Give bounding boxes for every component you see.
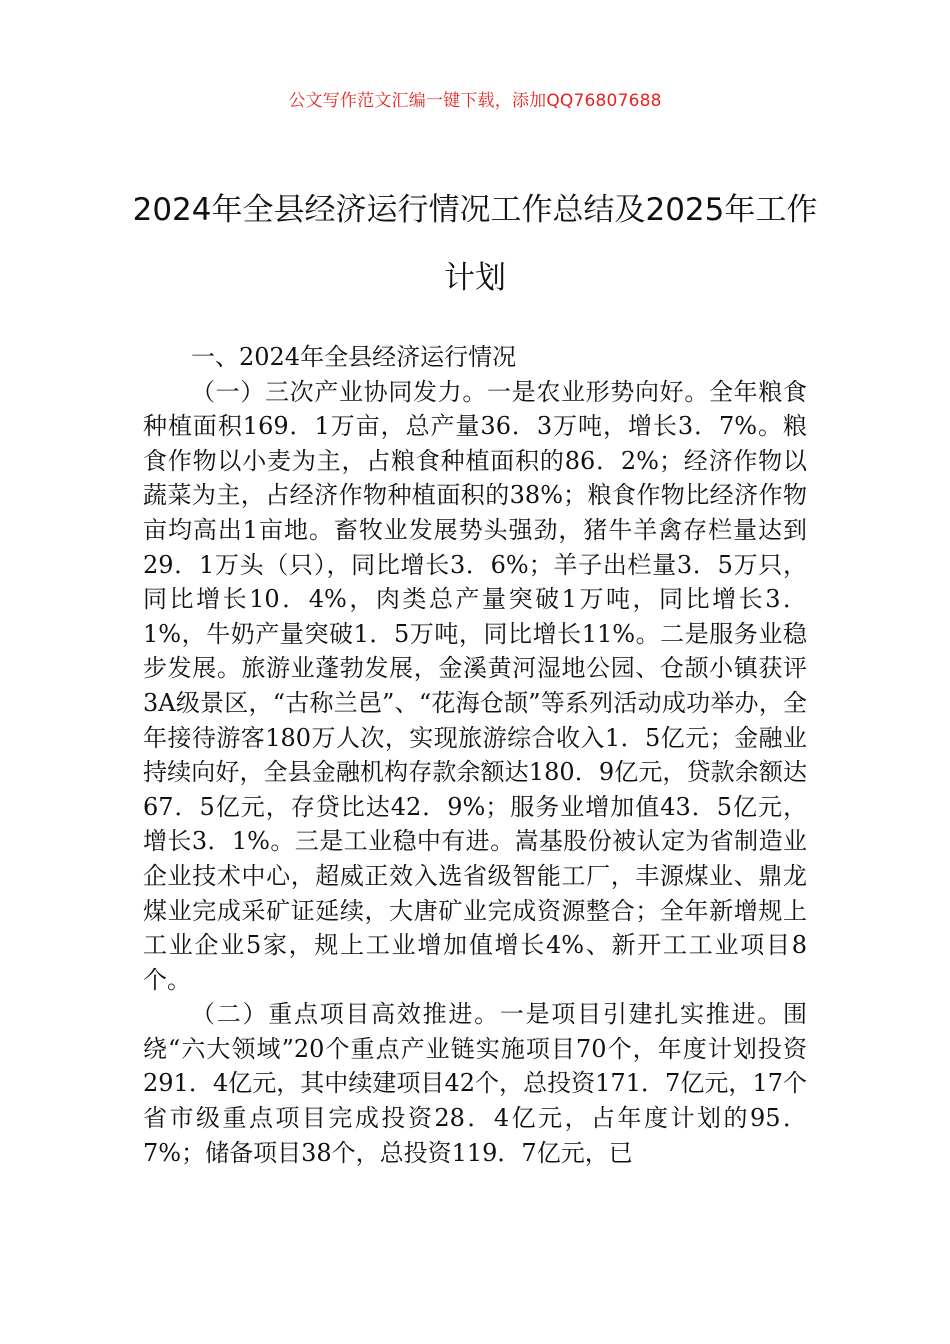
watermark-text: 公文写作范文汇编一键下载，添加QQ76807688 <box>288 91 662 111</box>
paragraph-1: （一）三次产业协同发力。一是农业形势向好。全年粮食种植面积169．1万亩，总产量36．3万吨，增长3．7%。粮食作物以小麦为主，占粮食种植面积的86．2%；经济作物以蔬菜为主，占经济作物种植面积的38%；粮食作物比经济作物亩均高出1亩地。畜牧业发展势头强劲，猪牛羊禽存栏量达到29．1万头（只），同比增长3．6%；羊子出栏量3．5万只，同比增长10．4%，肉类总产量突破1万吨，同比增长3．1%，牛奶产量突破1．5万吨，同比增长11%。二是服务业稳步发展。旅游业蓬勃发展，金溪黄河湿地公园、仓颉小镇获评3A级景区，“古称兰邑”、“花海仓颉”等系列活动成功举办，全年接待游客180万人次，实现旅游综合收入1．5亿元；金融业持续向好，全县金融机构存款余额达180．9亿元，贷款余额达67．5亿元，存贷比达42．9%；服务业增加值43．5亿元，增长3．1%。三是工业稳中有进。嵩基股份被认定为省制造业企业技术中心，超威正效入选省级智能工厂，丰源煤业、鼎龙煤业完成采矿证延续，大唐矿业完成资源整合；全年新增规上工业企业5家，规上工业增加值增长4%、新开工工业项目8个。 <box>143 377 807 994</box>
section-heading: 一、2024年全县经济运行情况 <box>191 343 517 371</box>
document-title: 2024年全县经济运行情况工作总结及2025年工作计划 <box>132 192 818 296</box>
document-body <box>143 340 807 1170</box>
paragraph-2: （二）重点项目高效推进。一是项目引建扎实推进。围绕“六大领域”20个重点产业链实施项目70个，年度计划投资291．4亿元，其中续建项目42个，总投资171．7亿元，17个省市级重点项目完成投资28．4亿元，占年度计划的95．7%；储备项目38个，总投资119．7亿元，已 <box>143 1000 807 1167</box>
